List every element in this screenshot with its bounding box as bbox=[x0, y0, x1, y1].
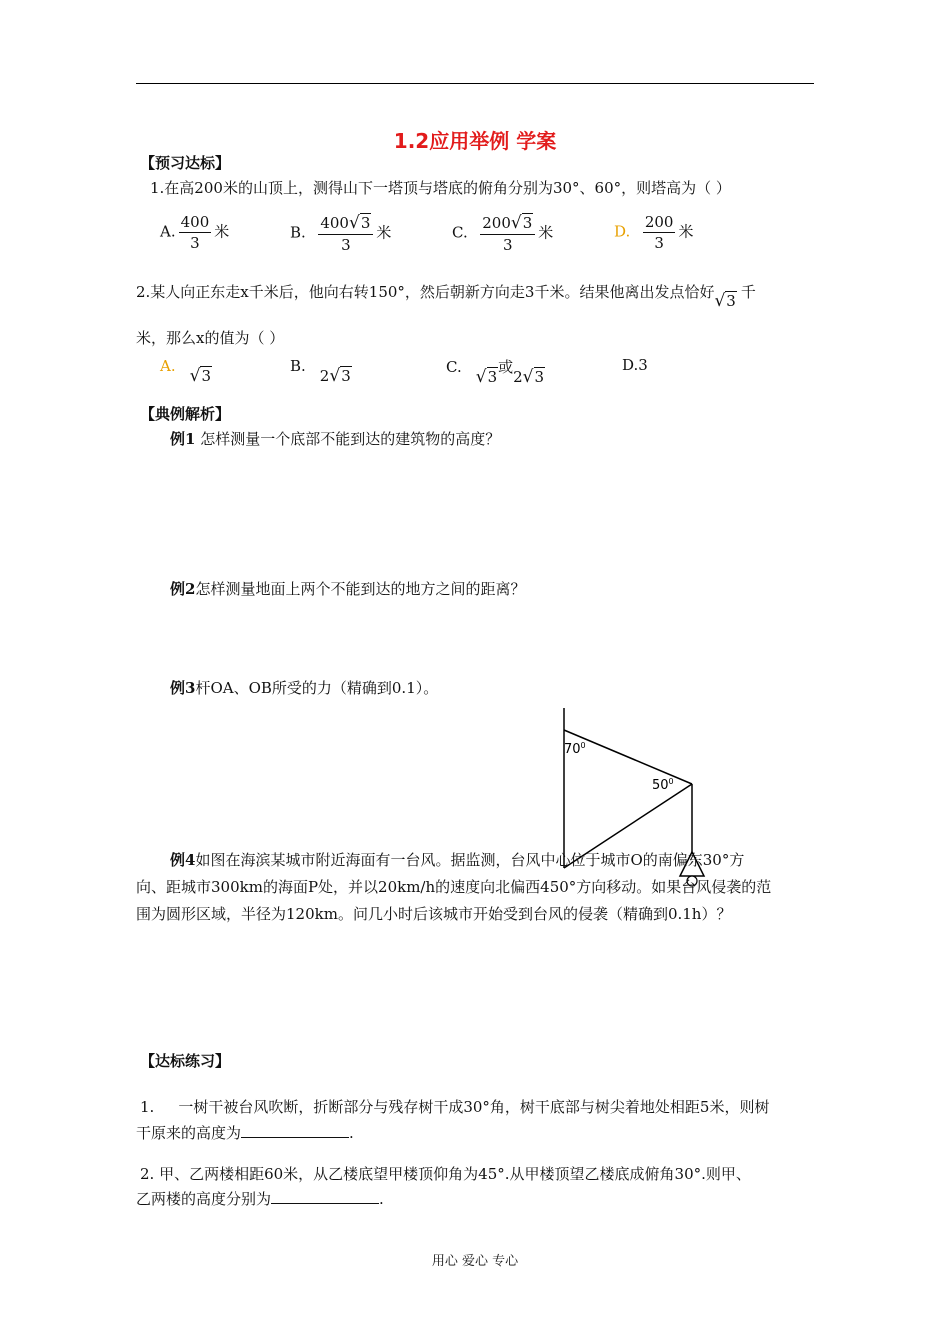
section-heading-examples: 【典例解析】 bbox=[140, 405, 231, 423]
header-rule bbox=[136, 83, 814, 84]
practice-2-line1: 2. 甲、乙两楼相距60米，从乙楼底望甲楼顶仰角为45°.从甲楼顶望乙楼底成俯角30°.则甲、 bbox=[140, 1165, 751, 1183]
example-4-line3: 围为圆形区域，半径为120km。问几小时后该城市开始受到台风的侵袭（精确到0.1h）？ bbox=[136, 905, 732, 923]
section-heading-practice: 【达标练习】 bbox=[140, 1052, 231, 1070]
q1-option-d: D. $\frac{200}{3}$ 米 bbox=[614, 213, 694, 252]
answer-blank-1[interactable] bbox=[241, 1123, 349, 1138]
practice-1-line1: 1. 一树干被台风吹断，折断部分与残存树干成30°角，树干底部与树尖着地处相距5米，则树 bbox=[140, 1098, 770, 1116]
practice-2-line2: 乙两楼的高度分别为 . bbox=[136, 1190, 384, 1208]
rod-oa bbox=[564, 730, 692, 784]
answer-blank-2[interactable] bbox=[271, 1189, 379, 1204]
q2-option-c: C. √3或2√3 bbox=[446, 358, 545, 387]
q1-option-b: B. $\frac{400√3}{3}$ 米 bbox=[290, 213, 392, 254]
q2-option-a: A. √3 bbox=[160, 357, 211, 386]
question-1-text: 1.在高200米的山顶上，测得山下一塔顶与塔底的俯角分别为30°、60°，则塔高为（ ） bbox=[150, 179, 731, 197]
example-3: 例3杆OA、OB所受的力（精确到0.1）。 bbox=[170, 679, 439, 697]
q1-option-c: C. $\frac{200√3}{3}$ 米 bbox=[452, 213, 554, 254]
angle-label-50: $50^0$ bbox=[652, 777, 674, 793]
angle-label-70: $70^0$ bbox=[564, 741, 586, 757]
page-title: 1.2应用举例 学案 bbox=[393, 129, 557, 153]
example-4-line2: 向、距城市300km的海面P处，并以20km/h的速度向北偏西450°方向移动。如果台风侵袭的范 bbox=[136, 878, 772, 896]
q2-option-d: D.3 bbox=[622, 356, 648, 374]
question-2-line1: 2.某人向正东走x千米后，他向右转150°，然后朝新方向走3千米。结果他离出发点恰好√3 千 bbox=[136, 283, 756, 311]
q1-option-a: A. $\frac{400}{3}$ 米 bbox=[160, 213, 230, 252]
force-diagram bbox=[540, 700, 730, 900]
example-4-line1: 例4如图在海滨某城市附近海面有一台风。据监测，台风中心位于城市O的南偏东30°方 bbox=[170, 851, 745, 869]
page-footer: 用心 爱心 专心 bbox=[431, 1254, 519, 1269]
example-2: 例2怎样测量地面上两个不能到达的地方之间的距离？ bbox=[170, 580, 526, 598]
practice-1-line2: 干原来的高度为 . bbox=[136, 1124, 354, 1142]
section-heading-preview: 【预习达标】 bbox=[140, 154, 231, 172]
q2-option-b: B.2√3 bbox=[290, 357, 351, 386]
question-2-line2: 米，那么x的值为（ ） bbox=[136, 329, 285, 347]
example-1: 例1 怎样测量一个底部不能到达的建筑物的高度？ bbox=[170, 430, 501, 448]
